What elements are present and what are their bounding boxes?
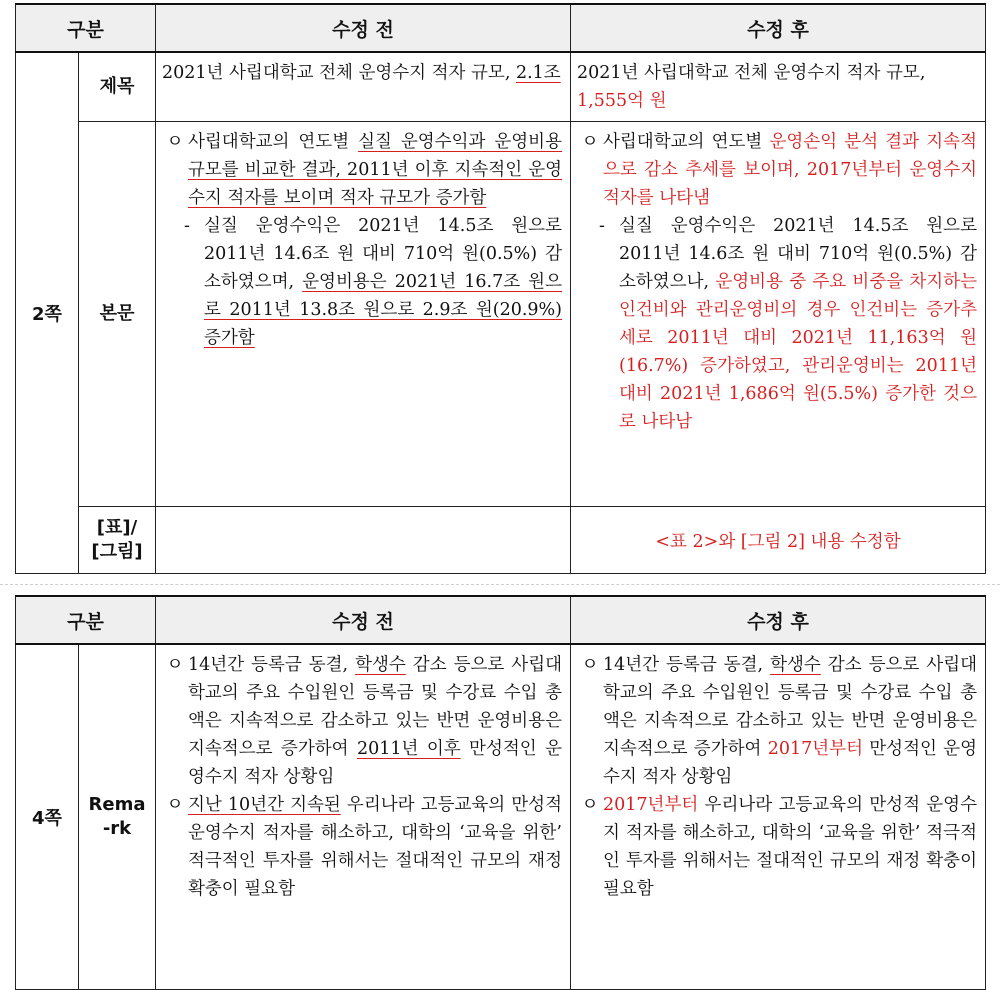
title-after-text: 2021년 사립대학교 전체 운영수지 적자 규모, (577, 63, 926, 83)
body-before-dash-pre: 실질 운영수익은 2021년 14.5조 원으로 2011년 14.6조 원 대비 710억 원(0.5%) 감소하였으며, (204, 216, 562, 292)
table-header-row (16, 4, 986, 52)
header-before: 수정 전 (156, 4, 571, 52)
figure-before-text (156, 507, 570, 519)
dash-icon: - (184, 216, 190, 236)
bullet-paragraph (162, 651, 562, 791)
remark-after-p2-revised: 2017년부터 (603, 795, 699, 815)
bullet-icon: ㅇ (166, 655, 184, 675)
revision-table-page2 (15, 3, 986, 574)
figure-after-cell (571, 507, 986, 574)
header-after: 수정 후 (571, 4, 986, 52)
body-after-bullet-revised: 운영손익 분석 결과 지속적으로 감소 추세를 보이며, 2017년부터 운영수지 적자를 나타냄 (603, 132, 977, 208)
remark-after-cell (571, 644, 986, 990)
remark-label (79, 644, 156, 990)
remark-label-line1: Rema (88, 793, 146, 815)
body-before-dash-underlined: 운영비용은 2021년 16.7조 원으로 2011년 13.8조 원으로 2.9조 원(20.9%) 증가함 (204, 272, 562, 348)
title-after-highlight: 1,555억 원 (577, 91, 667, 111)
table-header-row (16, 596, 986, 644)
title-before-cell (156, 52, 571, 122)
remark-label-line2: -rk (102, 818, 132, 839)
page-label-2: 2쪽 (16, 52, 79, 574)
figure-after-text: <표 2>와 [그림 2] 내용 수정함 (655, 532, 901, 552)
remark-before-p1-c: 감소 등으로 사립대학교의 주요 수입원인 등록금 및 수강료 수입 총액은 지속적으로 감소하고 있는 반면 운영비용은 지속적으로 증가하여 (188, 655, 562, 759)
title-after-cell (571, 52, 986, 122)
bullet-icon: ㅇ (166, 132, 184, 152)
remark-before-p1-underlined: 2011년 이후 (356, 739, 461, 759)
section-divider (0, 584, 1000, 586)
body-before-bullet-underlined: 실질 운영수익과 운영비용 규모를 비교한 결과, 2011년 이후 지속적인 운영수지 적자를 보이며 적자 규모가 증가함 (188, 132, 562, 208)
bullet-paragraph (577, 651, 977, 791)
body-label: 본문 (79, 122, 156, 507)
bullet-icon: ㅇ (581, 795, 599, 815)
bullet-paragraph (162, 128, 562, 212)
title-row (16, 52, 986, 122)
remark-before-p1-students: 학생수 (355, 655, 406, 675)
bullet-paragraph (577, 791, 977, 903)
body-row (16, 122, 986, 507)
bullet-icon: ㅇ (581, 655, 599, 675)
remark-before-p1-d: 만성적인 운영수지 적자 상황임 (188, 739, 562, 787)
remark-before-p2-rest: 우리나라 고등교육의 만성적 운영수지 적자를 해소하고, 대학의 ‘교육을 위한’ 적극적인 투자를 위해서는 절대적인 규모의 재정 확충이 필요함 (188, 795, 562, 899)
remark-after-p2-rest: 우리나라 고등교육의 만성적 운영수지 적자를 해소하고, 대학의 ‘교육을 위한’ 적극적인 투자를 위해서는 절대적인 규모의 재정 확충이 필요함 (603, 795, 977, 899)
dash-icon: - (599, 216, 605, 236)
bullet-paragraph (577, 128, 977, 212)
remark-after-p1-revised: 2017년부터 (767, 739, 863, 759)
figure-label-line2: [그림] (91, 541, 143, 562)
remark-before-cell (156, 644, 571, 990)
figure-before-cell (156, 507, 571, 574)
title-before-text: 2021년 사립대학교 전체 운영수지 적자 규모, (162, 63, 516, 83)
dash-paragraph (162, 212, 562, 352)
remark-before-p2-underlined: 지난 10년간 지속된 (188, 795, 341, 815)
bullet-icon: ㅇ (581, 132, 599, 152)
remark-after-p1-c: 감소 등으로 사립대학교의 주요 수입원인 등록금 및 수강료 수입 총액은 지속적으로 감소하고 있는 반면 운영비용은 지속적으로 증가하여 (603, 655, 977, 759)
figure-label-line1: [표]/ (96, 516, 138, 538)
remark-after-p1-d: 만성적인 운영수지 적자 상황임 (603, 739, 977, 787)
revision-table-page4 (15, 595, 986, 990)
header-before: 수정 전 (156, 596, 571, 644)
body-after-bullet-pre: 사립대학교의 연도별 (603, 132, 770, 152)
body-after-dash-pre: 실질 운영수익은 2021년 14.5조 원으로 2011년 14.6조 원 대비 710억 원(0.5%) 감소하였으나, (619, 216, 977, 292)
remark-before-p1-a: 14년간 등록금 동결, (188, 655, 356, 675)
bullet-paragraph (162, 791, 562, 903)
body-after-dash-revised: 운영비용 중 주요 비중을 차지하는 인건비와 관리운영비의 경우 인건비는 증가추세로 2011년 대비 2021년 11,163억 원(16.7%) 증가하였고, 관리운영비는 2011년 대비 2021년 1,686억 원(5.5%) 증가한 것으로 나타남 (619, 272, 978, 432)
dash-paragraph (577, 212, 977, 436)
header-category: 구분 (16, 596, 156, 644)
remark-after-p1-students: 학생수 (770, 655, 821, 675)
figure-label (79, 507, 156, 574)
body-before-bullet-pre: 사립대학교의 연도별 (188, 132, 359, 152)
title-before-highlight: 2.1조 (515, 63, 561, 83)
figure-row (16, 507, 986, 574)
body-after-cell (571, 122, 986, 507)
bullet-icon: ㅇ (166, 795, 184, 815)
page-label-4: 4쪽 (16, 644, 79, 990)
header-category: 구분 (16, 4, 156, 52)
remark-row (16, 644, 986, 990)
body-before-cell (156, 122, 571, 507)
remark-after-p1-a: 14년간 등록금 동결, (603, 655, 771, 675)
header-after: 수정 후 (571, 596, 986, 644)
title-label: 제목 (79, 52, 156, 122)
